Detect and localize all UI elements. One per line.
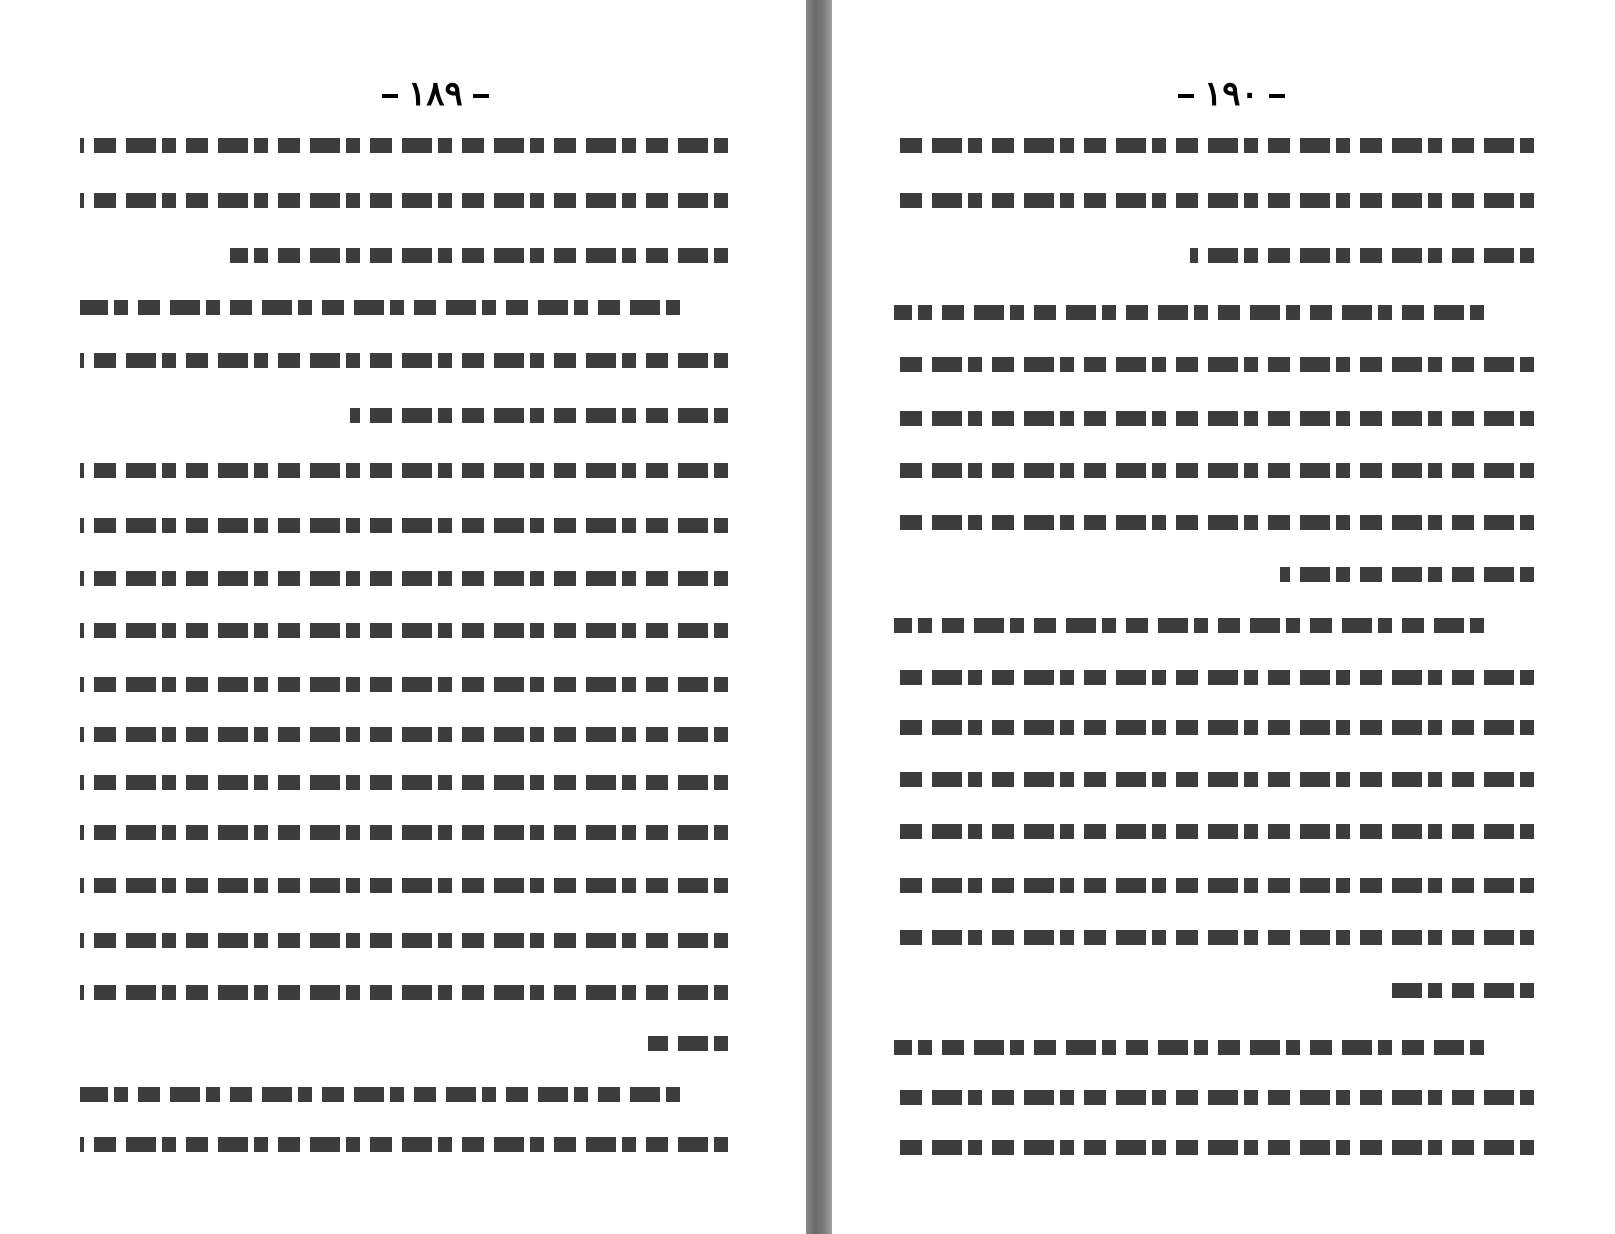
- text-line: [230, 248, 728, 263]
- text-line: [80, 623, 728, 638]
- text-line: [80, 353, 728, 368]
- text-line: [894, 411, 1534, 426]
- text-line: [894, 878, 1534, 893]
- text-line: [80, 463, 728, 478]
- text-line: [894, 357, 1534, 372]
- text-line: [648, 1036, 728, 1051]
- text-line: [894, 670, 1534, 685]
- text-line: [80, 138, 728, 153]
- page-number: ١٩٠: [1168, 74, 1295, 114]
- text-line: [894, 1140, 1534, 1155]
- text-line: [80, 825, 728, 840]
- text-line: [80, 878, 728, 893]
- text-line: [350, 408, 728, 423]
- text-line: [894, 930, 1534, 945]
- text-line: [894, 515, 1534, 530]
- text-line: [80, 1137, 728, 1152]
- text-line: [80, 1087, 680, 1102]
- text-line: [80, 727, 728, 742]
- text-line: [80, 300, 680, 315]
- text-line: [894, 1090, 1534, 1105]
- text-line: [80, 985, 728, 1000]
- text-line: [80, 775, 728, 790]
- text-line: [894, 720, 1534, 735]
- book-gutter: [806, 0, 832, 1234]
- text-line: [80, 193, 728, 208]
- text-line: [80, 933, 728, 948]
- text-line: [80, 677, 728, 692]
- text-line: [894, 1040, 1484, 1055]
- text-line: [1390, 983, 1534, 998]
- text-line: [894, 305, 1484, 320]
- text-line: [1190, 248, 1534, 263]
- text-line: [1280, 567, 1534, 582]
- text-line: [894, 618, 1484, 633]
- text-line: [894, 824, 1534, 839]
- text-line: [894, 193, 1534, 208]
- text-line: [894, 772, 1534, 787]
- text-line: [894, 463, 1534, 478]
- page-number: ١٨٩: [372, 74, 499, 114]
- text-line: [894, 138, 1534, 153]
- text-line: [80, 518, 728, 533]
- text-line: [80, 571, 728, 586]
